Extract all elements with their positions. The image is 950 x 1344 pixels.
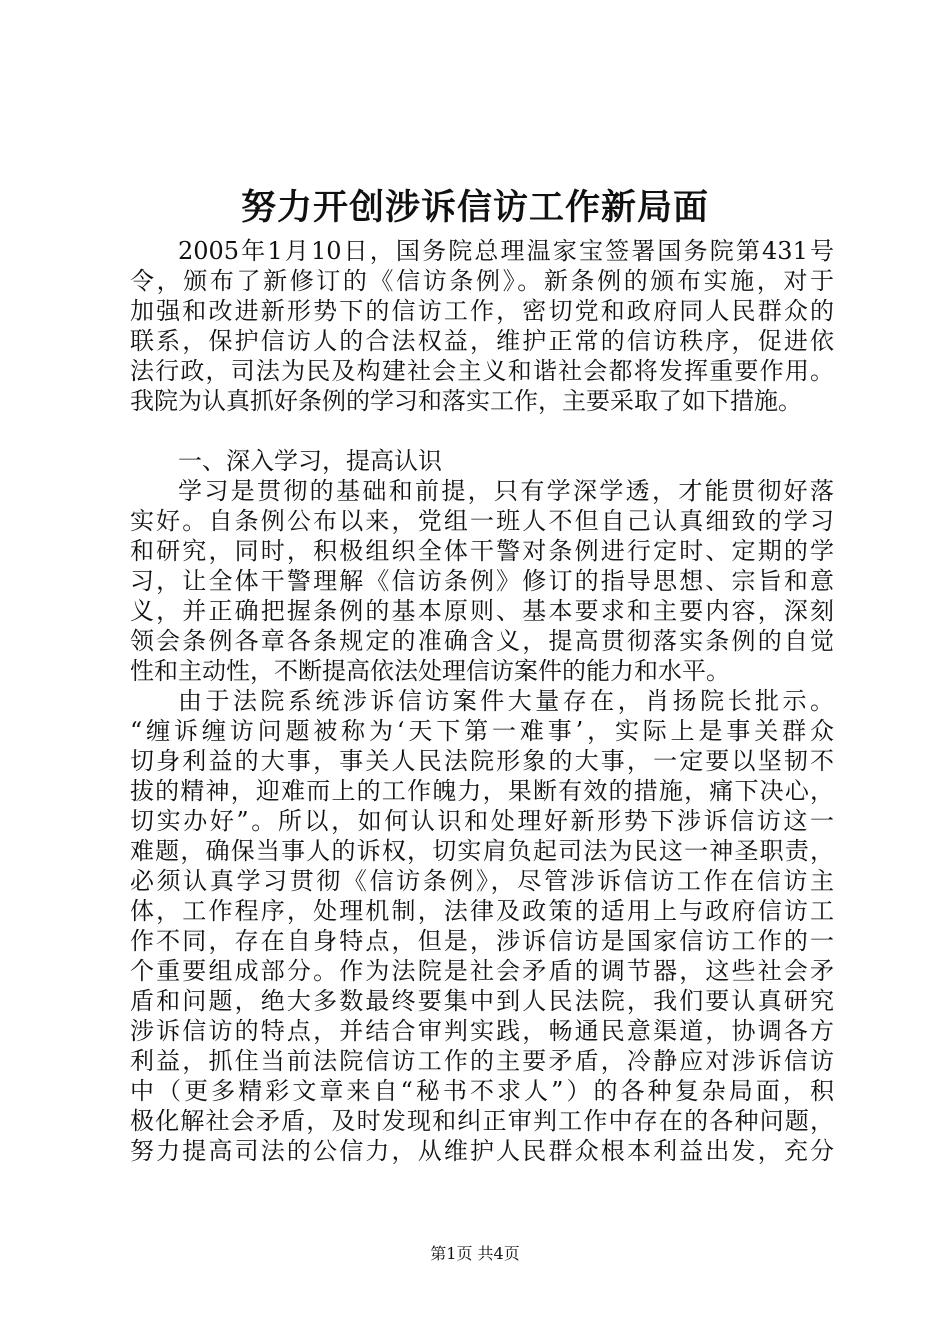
paragraph-4-line-13: 利益，抓住当前法院信访工作的主要矛盾，冷静应对涉诉信访 (130, 1047, 834, 1075)
paragraph-4-line-11: 盾和问题，绝大多数最终要集中到人民法院，我们要认真研究 (130, 987, 834, 1015)
paragraph-4-line-6: 难题，确保当事人的诉权，切实肩负起司法为民这一神圣职责， (130, 837, 834, 865)
paragraph-4-line-15: 极化解社会矛盾，及时发现和纠正审判工作中存在的各种问题， (130, 1107, 834, 1135)
paragraph-3-line-3: 和研究，同时，积极组织全体干警对条例进行定时、定期的学 (130, 537, 834, 565)
paragraph-4-line-16: 努力提高司法的公信力，从维护人民群众根本利益出发，充分 (130, 1137, 834, 1165)
section-heading-1: 一、深入学习，提高认识 (178, 447, 442, 475)
paragraph-4-line-8: 体，工作程序，处理机制，法律及政策的适用上与政府信访工 (130, 897, 834, 925)
paragraph-4-line-5: 切实办好”。所以，如何认识和处理好新形势下涉诉信访这一 (130, 807, 834, 835)
paragraph-4-line-10: 个重要组成部分。作为法院是社会矛盾的调节器，这些社会矛 (130, 957, 834, 985)
paragraph-4-line-7: 必须认真学习贯彻《信访条例》，尽管涉诉信访工作在信访主 (130, 867, 834, 895)
paragraph-3-line-4: 习，让全体干警理解《信访条例》修订的指导思想、宗旨和意 (130, 567, 834, 595)
paragraph-1-line-6: 我院为认真抓好条例的学习和落实工作，主要采取了如下措施。 (130, 387, 802, 415)
paragraph-4-line-1: 由于法院系统涉诉信访案件大量存在，肖扬院长批示。 (178, 687, 834, 715)
document-title: 努力开创涉诉信访工作新局面 (240, 187, 709, 228)
paragraph-4-line-14: 中（更多精彩文章来自“秘书不求人”）的各种复杂局面，积 (130, 1077, 834, 1105)
paragraph-1-line-5: 法行政，司法为民及构建社会主义和谐社会都将发挥重要作用。 (130, 357, 834, 385)
paragraph-4-line-4: 拔的精神，迎难而上的工作魄力，果断有效的措施，痛下决心， (130, 777, 834, 805)
paragraph-4-line-2: “缠诉缠访问题被称为‘天下第一难事’，实际上是事关群众 (130, 717, 834, 745)
paragraph-1-line-3: 加强和改进新形势下的信访工作，密切党和政府同人民群众的 (130, 297, 834, 325)
paragraph-3-line-6: 领会条例各章各条规定的准确含义，提高贯彻落实条例的自觉 (130, 627, 834, 655)
paragraph-4-line-9: 作不同，存在自身特点，但是，涉诉信访是国家信访工作的一 (130, 927, 834, 955)
paragraph-gap (130, 416, 834, 446)
paragraph-3-line-1: 学习是贯彻的基础和前提，只有学深学透，才能贯彻好落 (178, 477, 834, 505)
paragraph-1-line-1: 2005年1月10日，国务院总理温家宝签署国务院第431号 (178, 237, 834, 265)
paragraph-4-line-12: 涉诉信访的特点，并结合审判实践，畅通民意渠道，协调各方 (130, 1017, 834, 1045)
document-body (130, 236, 834, 1166)
paragraph-4-line-3: 切身利益的大事，事关人民法院形象的大事，一定要以坚韧不 (130, 747, 834, 775)
paragraph-1-line-4: 联系，保护信访人的合法权益，维护正常的信访秩序，促进依 (130, 327, 834, 355)
paragraph-3-line-2: 实好。自条例公布以来，党组一班人不但自己认真细致的学习 (130, 507, 834, 535)
paragraph-3-line-7: 性和主动性，不断提高依法处理信访案件的能力和水平。 (130, 657, 730, 685)
page-number-footer: 第1页 共4页 (430, 1244, 520, 1263)
paragraph-3-line-5: 义，并正确把握条例的基本原则、基本要求和主要内容，深刻 (130, 597, 834, 625)
paragraph-1-line-2: 令，颁布了新修订的《信访条例》。新条例的颁布实施，对于 (130, 267, 834, 295)
